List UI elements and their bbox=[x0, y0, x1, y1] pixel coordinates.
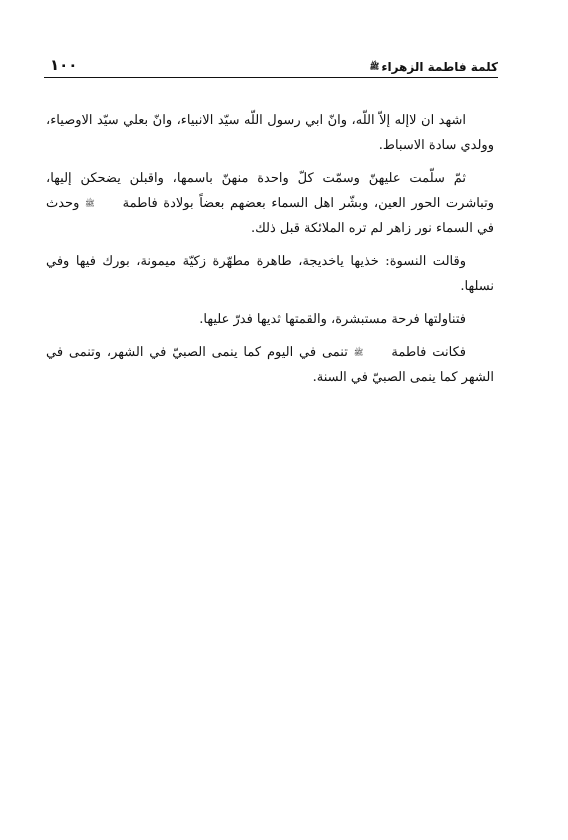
paragraph-4 bbox=[46, 307, 494, 332]
honorific-icon: ﷺ bbox=[353, 348, 364, 357]
paragraph-2-text-after: وحدث في السماء نور زاهر لم تره الملائكة قبل ذلك. bbox=[46, 196, 494, 236]
running-title-text: كلمة فاطمة الزهراء bbox=[381, 60, 498, 74]
paragraph-3 bbox=[46, 249, 494, 299]
paragraph-4-text: فتناولتها فرحة مستبشرة، والقمتها ثديها فدرّ عليها. bbox=[199, 312, 466, 327]
header-divider bbox=[44, 77, 498, 78]
paragraph-5-text-before: فكانت فاطمة bbox=[391, 345, 466, 360]
paragraph-2-text-before: ثمّ سلّمت عليهنّ وسمّت كلّ واحدة منهنّ باسمها، واقبلن يضحكن إليها، وتباشرت الحور العين، وبشّر اهل السماء بعضهم بعضاً بولادة فاطمة bbox=[46, 171, 494, 211]
honorific-icon: ﷺ bbox=[369, 62, 380, 71]
running-title bbox=[370, 60, 498, 74]
running-header bbox=[50, 52, 498, 74]
paragraph-1-text: اشهد ان لاإله إلاّ اللّه، وانّ ابي رسول اللّه سيّد الانبياء، وانّ بعلي سيّد الاوصياء، وولدي سادة الاسباط. bbox=[46, 113, 494, 153]
paragraph-5-text-after: تنمى في اليوم كما ينمى الصبيّ في الشهر، وتنمى في الشهر كما ينمى الصبيّ في السنة. bbox=[46, 345, 494, 385]
body-text bbox=[46, 108, 494, 398]
page-number: ١٠٠ bbox=[50, 56, 78, 74]
paragraph-3-text: وقالت النسوة: خذيها ياخديجة، طاهرة مطهّرة زكيّة ميمونة، بورك فيها وفي نسلها. bbox=[46, 254, 494, 294]
honorific-icon: ﷺ bbox=[84, 199, 95, 208]
paragraph-5 bbox=[46, 340, 494, 390]
paragraph-2 bbox=[46, 166, 494, 241]
paragraph-1 bbox=[46, 108, 494, 158]
